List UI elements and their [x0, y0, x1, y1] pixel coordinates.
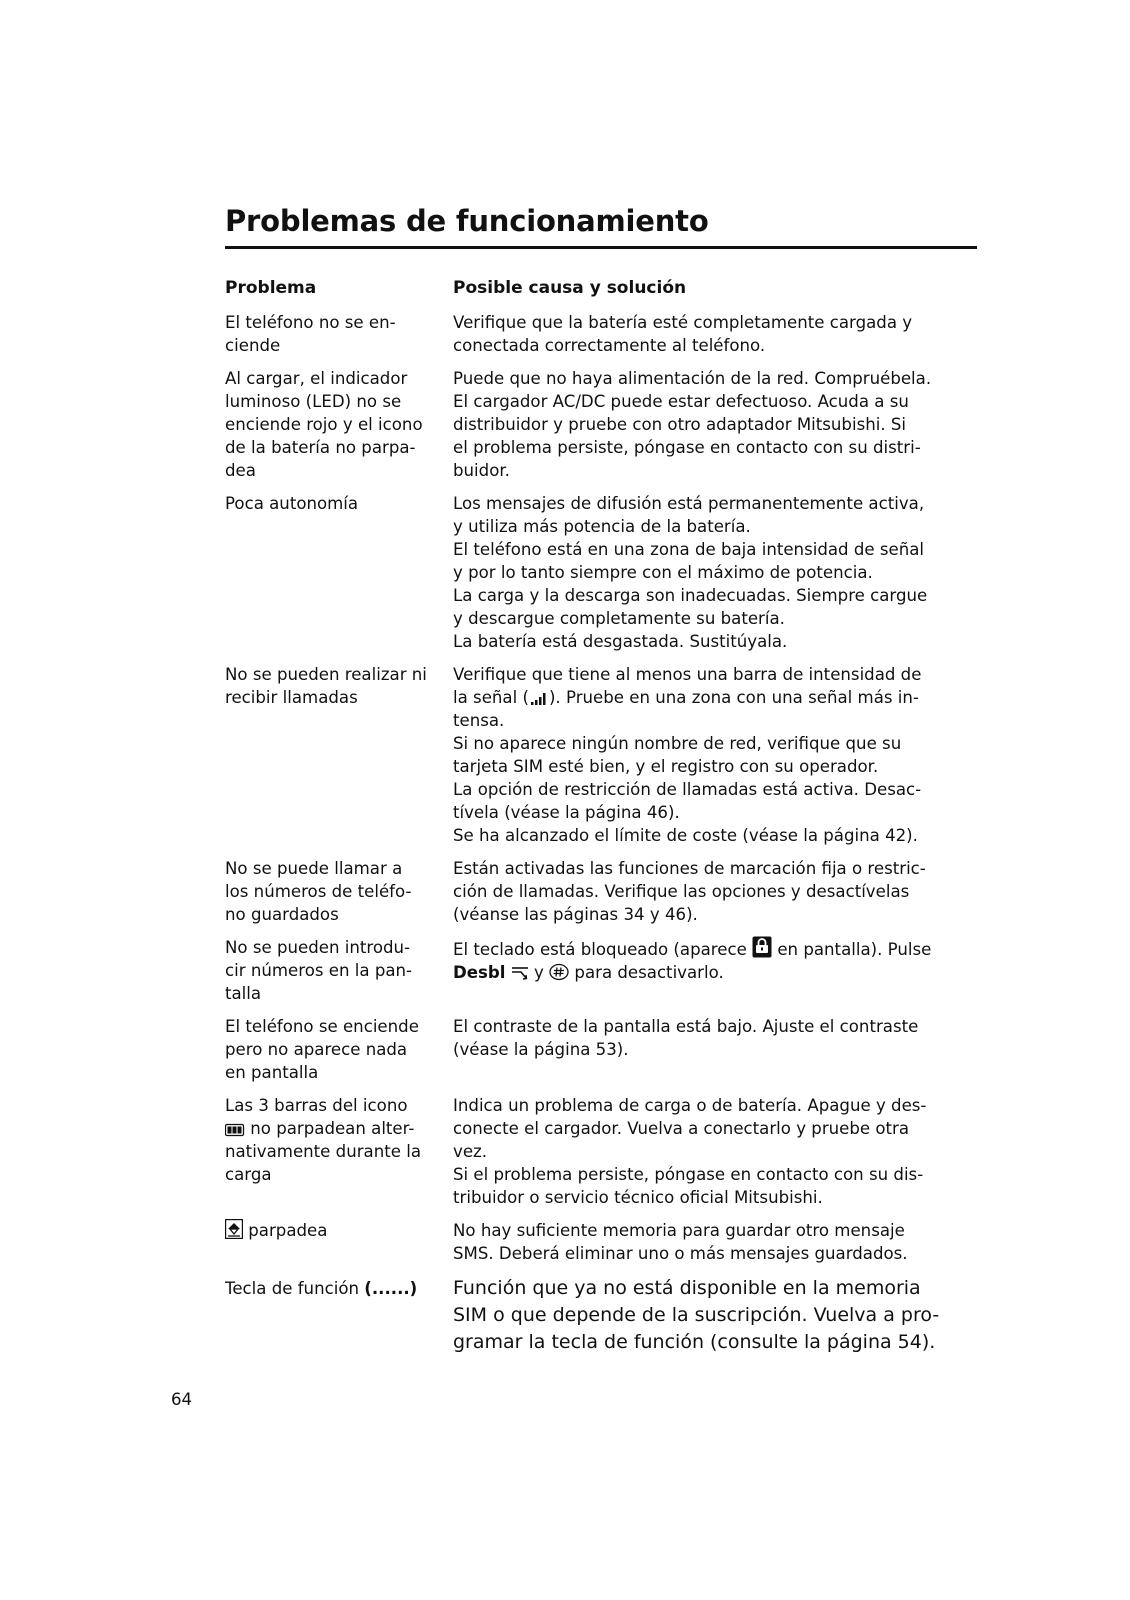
problem-text: enciende rojo y el icono	[225, 415, 423, 434]
table-row	[225, 936, 975, 1005]
problem-text: dea	[225, 461, 256, 480]
solution-text: Están activadas las funciones de marcación fija o restric-	[453, 859, 926, 878]
problem-cell	[225, 1219, 453, 1265]
solution-text: La carga y la descarga son inadecuadas. Siempre cargue	[453, 586, 928, 605]
solution-text: Función que ya no está disponible en la memoria	[453, 1277, 921, 1299]
solution-cell	[453, 367, 968, 482]
problem-text: Al cargar, el indicador	[225, 369, 408, 388]
problem-text: Poca autonomía	[225, 494, 359, 513]
solution-text: tribuidor o servicio técnico oficial Mitsubishi.	[453, 1188, 823, 1207]
solution-text: buidor.	[453, 461, 510, 480]
solution-text: (véase la página 53).	[453, 1040, 629, 1059]
solution-text: Indica un problema de carga o de batería. Apague y des-	[453, 1096, 927, 1115]
solution-text: distribuidor y pruebe con otro adaptador Mitsubishi. Si	[453, 415, 907, 434]
page-title: Problemas de funcionamiento	[225, 204, 709, 238]
column-header-solution: Posible causa y solución	[453, 278, 687, 298]
solution-text: Verifique que tiene al menos una barra de intensidad de	[453, 665, 922, 684]
solution-cell	[453, 857, 968, 926]
solution-text: y utiliza más potencia de la batería.	[453, 517, 751, 536]
solution-text	[453, 936, 968, 961]
message-memory-full-icon	[225, 1219, 243, 1239]
solution-text	[453, 686, 968, 709]
battery-icon	[225, 1123, 245, 1137]
table-row	[225, 492, 975, 653]
table-row	[225, 1275, 975, 1356]
solution-text: El contraste de la pantalla está bajo. Ajuste el contraste	[453, 1017, 919, 1036]
table-row	[225, 1094, 975, 1209]
problem-text: No se pueden introdu-	[225, 938, 411, 957]
solution-text: vez.	[453, 1142, 488, 1161]
problem-text: no guardados	[225, 905, 339, 924]
problem-text: Las 3 barras del icono	[225, 1096, 408, 1115]
solution-text: Los mensajes de difusión está permanentemente activa,	[453, 494, 925, 513]
solution-cell	[453, 1219, 968, 1265]
solution-text: tívela (véase la página 46).	[453, 803, 680, 822]
solution-text: el problema persiste, póngase en contacto con su distri-	[453, 438, 921, 457]
solution-text: SMS. Deberá eliminar uno o más mensajes guardados.	[453, 1244, 908, 1263]
solution-text: gramar la tecla de función (consulte la página 54).	[453, 1331, 936, 1353]
problem-cell	[225, 311, 453, 357]
keypad-lock-icon	[752, 936, 772, 958]
problem-text: talla	[225, 984, 262, 1003]
solution-text: tarjeta SIM esté bien, y el registro con su operador.	[453, 757, 879, 776]
problem-text: pero no aparece nada	[225, 1040, 408, 1059]
solution-text: conectada correctamente al teléfono.	[453, 336, 766, 355]
problem-text: luminoso (LED) no se	[225, 392, 402, 411]
problem-cell	[225, 1275, 453, 1356]
problem-text: El teléfono no se en-	[225, 313, 396, 332]
problem-text: carga	[225, 1165, 272, 1184]
solution-text: El teléfono está en una zona de baja intensidad de señal	[453, 540, 925, 559]
problem-text: No se pueden realizar ni	[225, 665, 427, 684]
problem-cell	[225, 936, 453, 1005]
solution-text: No hay suficiente memoria para guardar otro mensaje	[453, 1221, 905, 1240]
problem-text: recibir llamadas	[225, 688, 358, 707]
problem-text	[225, 1219, 449, 1242]
solution-text: Se ha alcanzado el límite de coste (véase la página 42).	[453, 826, 918, 845]
hash-key-icon	[549, 963, 569, 981]
troubleshooting-table	[225, 311, 975, 1366]
table-row	[225, 663, 975, 847]
solution-cell	[453, 492, 968, 653]
problem-text-after-icon: no parpadean alter-	[245, 1119, 415, 1138]
table-row	[225, 367, 975, 482]
solution-text-before-icon: la señal (	[453, 688, 529, 707]
solution-text	[453, 961, 968, 984]
solution-text: Si el problema persiste, póngase en contacto con su dis-	[453, 1165, 924, 1184]
solution-text: Verifique que la batería esté completamente cargada y	[453, 313, 913, 332]
solution-text: ción de llamadas. Verifique las opciones y desactívelas	[453, 882, 910, 901]
solution-text: y	[528, 963, 550, 982]
problem-text-after-icon: parpadea	[243, 1221, 328, 1240]
solution-text-after-icon: en pantalla). Pulse	[772, 940, 932, 959]
problem-text: El teléfono se enciende	[225, 1017, 419, 1036]
solution-cell	[453, 311, 968, 357]
solution-text: Puede que no haya alimentación de la red. Compruébela.	[453, 369, 932, 388]
problem-text: Tecla de función	[225, 1279, 365, 1298]
solution-cell	[453, 1094, 968, 1209]
page-number: 64	[171, 1390, 193, 1409]
problem-text: en pantalla	[225, 1063, 319, 1082]
solution-text: SIM o que depende de la suscripción. Vuelva a pro-	[453, 1304, 940, 1326]
title-divider	[225, 246, 977, 249]
solution-text-before-icon: El teclado está bloqueado (aparece	[453, 940, 753, 959]
solution-cell	[453, 663, 968, 847]
solution-text: y por lo tanto siempre con el máximo de potencia.	[453, 563, 873, 582]
function-key-label: (......)	[364, 1279, 418, 1298]
problem-text	[225, 1275, 449, 1300]
problem-cell	[225, 1094, 453, 1209]
problem-cell	[225, 663, 453, 847]
problem-text: No se puede llamar a	[225, 859, 403, 878]
solution-text: La opción de restricción de llamadas está activa. Desac-	[453, 780, 922, 799]
solution-text: (véanse las páginas 34 y 46).	[453, 905, 698, 924]
table-row	[225, 1015, 975, 1084]
solution-text: conecte el cargador. Vuelva a conectarlo y pruebe otra	[453, 1119, 910, 1138]
problem-cell	[225, 367, 453, 482]
unlock-softkey-label: Desbl	[453, 963, 506, 982]
table-row	[225, 311, 975, 357]
solution-text: tensa.	[453, 711, 505, 730]
solution-text: y descargue completamente su batería.	[453, 609, 785, 628]
solution-text: El cargador AC/DC puede estar defectuoso. Acuda a su	[453, 392, 909, 411]
signal-strength-icon	[529, 690, 549, 706]
solution-text: La batería está desgastada. Sustitúyala.	[453, 632, 788, 651]
problem-text	[225, 1117, 449, 1140]
problem-text: nativamente durante la	[225, 1142, 421, 1161]
solution-text-after-icon: ). Pruebe en una zona con una señal más in-	[548, 688, 919, 707]
solution-text-after-icon: para desactivarlo.	[569, 963, 724, 982]
solution-cell	[453, 1275, 968, 1356]
problem-cell	[225, 492, 453, 653]
problem-text: los números de teléfo-	[225, 882, 412, 901]
solution-text: Si no aparece ningún nombre de red, verifique que su	[453, 734, 902, 753]
table-row	[225, 1219, 975, 1265]
problem-cell	[225, 857, 453, 926]
table-row	[225, 857, 975, 926]
problem-text: cir números en la pan-	[225, 961, 413, 980]
column-header-problem: Problema	[225, 278, 317, 298]
problem-text: de la batería no parpa-	[225, 438, 416, 457]
solution-cell	[453, 1015, 968, 1084]
solution-cell	[453, 936, 968, 1005]
problem-text: ciende	[225, 336, 281, 355]
problem-cell	[225, 1015, 453, 1084]
left-softkey-icon	[511, 965, 529, 981]
